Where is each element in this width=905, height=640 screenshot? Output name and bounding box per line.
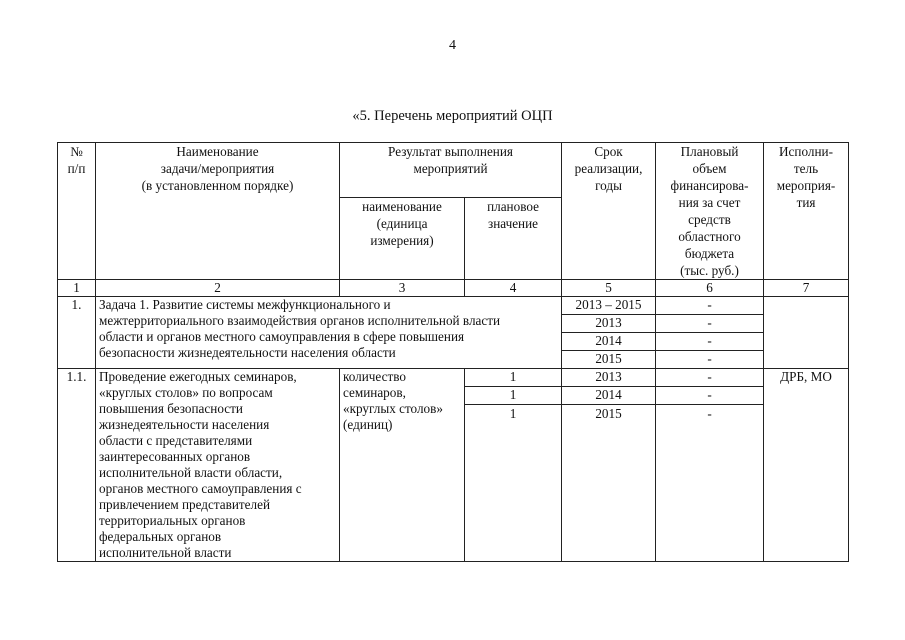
text-line: измерения)	[370, 233, 434, 249]
text-line: объем	[692, 161, 727, 176]
text-line: мероприятий	[413, 161, 488, 176]
text-line: исполнительной власти	[99, 545, 232, 560]
activity-value: 1	[465, 369, 562, 387]
task-text	[96, 297, 562, 369]
activity-result-name	[340, 369, 465, 562]
text-line: (единиц)	[343, 417, 393, 432]
text-line: повышения безопасности	[99, 401, 243, 416]
text-line: реализации,	[574, 161, 643, 176]
activity-year: 2015	[562, 405, 656, 562]
activity-executor: ДРБ, МО	[764, 369, 849, 562]
text-line: задачи/мероприятия	[160, 161, 275, 176]
activity-finance: -	[656, 369, 764, 387]
text-line: Проведение ежегодных семинаров,	[99, 369, 297, 384]
text-line: органов местного самоуправления с	[99, 481, 302, 496]
task-row	[58, 297, 849, 315]
task-finance: -	[656, 351, 764, 369]
header-result	[340, 143, 562, 198]
header-row-1	[58, 143, 849, 198]
text-line: средств	[688, 212, 731, 227]
text-line: территориальных органов	[99, 513, 246, 528]
task-finance: -	[656, 315, 764, 333]
text-line: п/п	[67, 161, 86, 176]
header-term	[562, 143, 656, 280]
page-number: 4	[449, 38, 456, 53]
text-line: межтерриториального взаимодействия органов исполнительной власти	[99, 313, 501, 328]
column-number: 3	[340, 280, 465, 297]
task-finance: -	[656, 333, 764, 351]
activity-text	[96, 369, 340, 562]
text-line: значение	[487, 216, 539, 232]
activity-number: 1.1.	[58, 369, 96, 562]
text-line: федеральных органов	[99, 529, 222, 544]
text-line: ния за счет	[678, 195, 741, 210]
column-number: 4	[465, 280, 562, 297]
text-line: «круглых столов»	[343, 401, 443, 416]
task-year: 2013	[562, 315, 656, 333]
task-year: 2014	[562, 333, 656, 351]
column-number: 1	[58, 280, 96, 297]
text-line: областного	[678, 229, 741, 244]
text-line: Наименование	[176, 144, 259, 159]
text-line: области и органов местного самоуправления в сфере повышения	[99, 329, 465, 344]
text-line: исполнительной власти области,	[99, 465, 283, 480]
text-line: «круглых столов» по вопросам	[99, 385, 273, 400]
task-finance: -	[656, 297, 764, 315]
text-line: мероприя-	[776, 178, 836, 193]
column-number: 7	[764, 280, 849, 297]
column-numbers-row	[58, 280, 849, 297]
text-line: плановое	[487, 199, 539, 215]
header-finance	[656, 143, 764, 280]
document-title: «5. Перечень мероприятий ОЦП	[352, 108, 553, 124]
column-number: 6	[656, 280, 764, 297]
activity-finance: -	[656, 405, 764, 562]
text-line: области с представителями	[99, 433, 253, 448]
task-year: 2013 – 2015	[562, 297, 656, 315]
activity-row	[58, 369, 849, 387]
text-line: Плановый	[680, 144, 739, 159]
text-line: жизнедеятельности населения	[99, 417, 270, 432]
header-number	[58, 143, 96, 280]
header-name	[96, 143, 340, 280]
header-result-value	[465, 198, 562, 280]
activity-value: 1	[465, 387, 562, 405]
text-line: тель	[793, 161, 819, 176]
text-line: Срок	[594, 144, 623, 159]
header-result-name	[340, 198, 465, 280]
column-number: 2	[96, 280, 340, 297]
activity-value: 1	[465, 405, 562, 562]
activity-year: 2014	[562, 387, 656, 405]
text-line: (единица	[376, 216, 428, 232]
column-number: 5	[562, 280, 656, 297]
task-number: 1.	[58, 297, 96, 369]
text-line: количество	[343, 369, 406, 384]
text-line: тия	[796, 195, 816, 210]
text-line: №	[70, 144, 83, 159]
activity-finance: -	[656, 387, 764, 405]
activities-table	[57, 142, 849, 562]
text-line: привлечением представителей	[99, 497, 271, 512]
text-line: (тыс. руб.)	[680, 263, 739, 278]
header-executor	[764, 143, 849, 280]
text-line: годы	[595, 178, 622, 193]
task-executor	[764, 297, 849, 369]
text-line: Результат выполнения	[388, 144, 513, 159]
activity-year: 2013	[562, 369, 656, 387]
text-line: заинтересованных органов	[99, 449, 251, 464]
text-line: безопасности жизнедеятельности населения области	[99, 345, 396, 360]
text-line: семинаров,	[343, 385, 406, 400]
text-line: бюджета	[684, 246, 735, 261]
text-line: наименование	[362, 199, 442, 215]
text-line: (в установленном порядке)	[141, 178, 294, 193]
text-line: Исполни-	[779, 144, 833, 159]
text-line: Задача 1. Развитие системы межфункционального и	[99, 297, 391, 312]
task-year: 2015	[562, 351, 656, 369]
text-line: финансирова-	[670, 178, 749, 193]
